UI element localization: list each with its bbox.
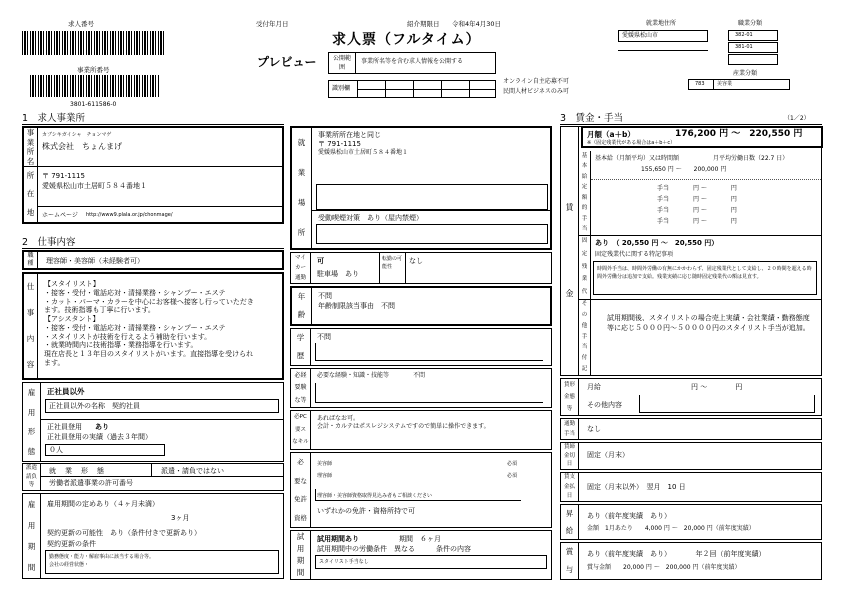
shigoto-text [44,280,278,368]
koukai-label: 公開範囲 [332,55,351,71]
shugyo-basho-value: 愛媛県松山市 [622,32,659,39]
shokugyo-code2: 381-01 [735,44,753,50]
koyou-box [22,382,284,462]
toyo-label: 正社員登用 [47,423,82,431]
kotei-note: ※（固定残業代がある場合はa＋b＋c） [587,140,676,146]
kyujin-barcode [22,31,164,55]
keiken-value: 必要な経験・知識・技能等 不問 [317,372,426,379]
shokushu-value: 理容師・美容師（未経験者可） [46,257,144,265]
chingin-label: 賃 金 [561,127,579,375]
shigoto-label: 仕 事 内 容 [24,274,38,378]
address: 愛媛県松山市土居町５８４番地１ [42,182,147,190]
menkyo2: 理容師 [317,473,333,479]
postal: 〒 791-1115 [42,172,85,180]
shigoto-line: 【スタイリスト】 [44,280,100,288]
homepage-url[interactable]: http://www9.plala.or.jp/chonmage/ [86,212,173,218]
page-number: （1／2） [784,115,810,122]
parking-label: 駐車場 あり [317,270,359,278]
nenrei-seigen: 年齢制限該当事由 不問 [318,302,395,310]
jigyosho-label: 事 業 所 名 [24,128,38,166]
section1-heading: 1 求人事業所 [22,113,86,124]
shokyu-value: あり（前年度実績 あり） [587,512,671,520]
section2-heading: 2 仕事内容 [22,237,76,248]
nenrei-box [290,286,552,326]
koushin-label: 契約更新の可能性 あり（条件付きで更新あり） [47,529,201,537]
jisso-label: 賃形 金態 等 [561,379,579,415]
minkan-label: 民間人材ビジネスのみ可 [503,88,569,95]
heikin-label: 月平均労働日数（22.7 日） [713,155,789,162]
shikibetsu-box [328,80,496,98]
kotei-label: 固 定 残 業 代 [579,235,591,299]
pc-value2: 会計・カルテはポスレジシステムですので簡単に操作できます。 [317,423,490,430]
sonota-naiyo: その他内容 [587,401,622,409]
toyo-jisseki: 正社員登用の実績（過去３年間） [47,433,152,441]
koyou-name: 正社員以外の名称 契約社員 [49,402,140,410]
getsugaku-value: 176,200 円 〜 220,550 円 [675,129,803,139]
chingin-box [560,126,822,376]
shugyo-basho-label: 就業地住所 [646,20,677,27]
shokugyo-code1-box [728,30,778,41]
shoyo-detail: 賞与金額 20,000 円 〜 200,000 円（前年度実績） [587,564,741,571]
gakureki-value: 不問 [317,333,331,341]
toyo-count: ０人 [49,446,63,454]
shokyu-label: 昇 給 [561,505,579,539]
kotei-tokki: 固定残業代に関する特記事項 [595,251,674,258]
shokugyo-code2-box [728,42,778,53]
shigoto-line: 【アシスタント】 [44,315,100,323]
shoyo-box [560,542,822,580]
shugyo-address: 愛媛県松山市土居町５８４番地１ [318,149,409,156]
shigoto-box [22,272,284,380]
shiyo-kikan: 期間 ６ヶ月 [399,535,441,543]
shigoto-line: ます。技術指導も丁寧に行います。 [44,306,155,315]
shiyo-label: 試 用 期 間 [291,531,311,579]
shokugyo-code3-box [728,54,778,65]
kikan-box [22,493,284,579]
shigoto-line: ・接客・受付・電話応対・清掃業務・シャンプー・エステ [44,288,226,297]
pc-value1: あればなお可。 [317,415,360,422]
shoyo-value: あり（前年度実績 あり） 年２回（前年度実績） [587,550,766,558]
shikibetsu-label: 識別欄 [332,85,351,92]
shigoto-line: ・カット・パーマ・カラーを中心にお客様へ接客し行っていただき [44,297,254,306]
menkyo1-req: 必須 [507,461,518,467]
shugyo-box [290,126,552,250]
koukai-box [328,52,496,74]
sangyo-name: 美容業 [717,81,733,87]
shiharai-value: 固定（月末以外） 翌月 10 日 [587,483,686,491]
pc-box [290,410,552,450]
nenrei-label: 年 齢 [292,288,312,324]
shugyo-basho-box [618,30,708,42]
shokyu-detail: 金額 1月あたり 4,000 円 〜 20,000 円（前年度実績） [587,525,755,532]
tsukin-label: 通勤 手当 [561,419,579,439]
section1-box [22,126,284,224]
shiyo-joken: 試用期間中の労働条件 異なる 条件の内容 [317,545,471,553]
menkyo-label: 必 要な 免許 資格 [291,453,311,527]
toyo-value: あり [95,423,109,431]
jigyosho-bango-label: 事業所番号 [77,66,110,74]
shozaichi-label: 所 在 地 [24,166,38,222]
shiyo-detail: スタイリスト手当なし [319,559,369,565]
shigoto-line: ます。 [44,358,65,367]
keiken-label: 必経 要験 な等 [291,369,311,407]
uketsuke-label: 受付年月日 [256,20,289,28]
jigyosho-bango-value: 3801-611586-0 [70,101,117,108]
homepage-label: ホームページ [42,212,78,219]
shigoto-line: 現在店長と１３年目のスタイリストがいます。直接指導を受けられ [44,350,254,358]
menkyo2-req: 必須 [507,473,518,479]
pc-label: 必PC 要ス なキル [291,411,311,449]
gakureki-box [290,328,552,366]
menkyo-either: いずれかの免許・資格所持で可 [317,507,415,515]
jisso-range: 円 〜 円 [691,383,743,391]
koyou-label: 雇 用 形 態 [23,383,41,461]
shiharai-label: 賃支 金払 日 [561,473,579,501]
page-title: 求人票（フルタイム） [332,32,481,48]
menkyo1: 美容師 [317,461,333,467]
company-name: 株式会社 ちょんまげ [42,142,122,151]
shokai-kigen-value: 令和4年4月30日 [452,20,502,28]
tsukin-box [560,418,822,440]
haken-label: 派遣 請負 等 [23,464,41,490]
teate-row: 手当 円 〜 円 [657,207,737,214]
shugyo-label: 就 業 場 所 [292,128,312,248]
koukai-value: 事業所名等を含む求人情報を公開する [361,58,464,65]
shokugyo-code1: 382-01 [735,32,753,38]
kikan-sadame: 雇用期間の定めあり（４ヶ月未満） [47,500,159,508]
preview-label: プレビュー [257,55,317,69]
kikan-value: 3ヶ月 [171,514,190,522]
keiken-box [290,368,552,408]
mycar-label: マイ カー 通勤 [291,253,311,283]
shimebi-box [560,442,822,470]
gakureki-label: 学 歴 [291,329,311,365]
sonota-label: そ の 他 手 当 付 記 [579,299,591,375]
shimebi-label: 賃締 金切 日 [561,443,579,469]
shugyo-keitai-label: 就 業 形 態 [49,467,105,475]
koushin-detail-box [45,550,279,574]
getsugaku-box [581,126,823,148]
jisso-box [560,378,822,416]
teate-row: 手当 円 〜 円 [657,218,737,225]
koushin-detail2: 会社の経営状態・ [49,562,90,568]
nenrei-value: 不問 [318,292,332,300]
koyou-value: 正社員以外 [47,387,85,396]
shiharai-box [560,472,822,502]
menkyo-box [290,452,552,528]
judoku-box [316,224,548,244]
jisso-value: 月給 [587,383,601,391]
tenkin-label: 転勤の可能性 [382,256,403,270]
sonota-detail: 試用期間後、スタイリストの場合売上実績・会社業績・勤務態度等に応じ５０００円〜５００００円のスタイリスト手当が追加。 [607,314,810,332]
mycar-value: 可 [317,257,324,265]
sangyo-box [688,79,790,90]
kikan-label: 雇 用 期 間 [23,494,41,578]
shoyo-label: 賞 与 [561,543,579,579]
kyujin-bango-label: 求人番号 [68,20,94,28]
kotei-detail: 時間外手当は、時間外労働の有無にかかわらず、固定残業代として支給し、２０時間を超える時間外労働分は追加で支給。残業実績に応じ随時固定残業代の額は見直す。 [597,266,812,280]
menkyo-note: 理容師・美容師資格取得見込み者もご相談ください [317,493,433,499]
shokai-kigen-label: 紹介期限日 [407,20,440,28]
section3-heading: 3 賃金・手当 [560,113,624,124]
shiyo-box [290,530,552,580]
haken-box [22,463,284,491]
company-kana: カブシキガイシャ チョンマゲ [42,132,112,138]
sangyo-bunrui-label: 産業分類 [733,70,758,77]
haken-value: 派遣・請負ではない [161,467,224,475]
kotei-value: あり （ 20,550 円 〜 20,550 円） [595,239,719,247]
shokushu-label: 職 種 [24,252,38,268]
kihonkyu-value: 155,650 円 〜 200,000 円 [641,166,727,173]
shigoto-line: ・就業時間内に技術指導・業務指導を行います。 [44,341,198,350]
tenkin-value: なし [409,257,423,265]
toyo-count-box [45,444,165,456]
shugyo-postal: 〒 791-1115 [318,140,361,148]
jigyosho-barcode [30,75,160,97]
koyou-name-box [45,399,279,413]
teate-row: 手当 円 〜 円 [657,196,737,203]
shiyo-detail-box [315,555,547,569]
shimebi-value: 固定（月末） [587,451,629,459]
sangyo-code: 783 [695,81,705,87]
shokushu-box [22,250,284,270]
shigoto-line: ・スタイリストが技術を行えるよう補助を行います。 [44,332,212,341]
tsukin-value: なし [587,425,601,433]
mycar-box [290,252,552,284]
shokyu-box [560,504,822,540]
shugyo-memo-box [316,184,548,210]
koushin-detail1: 勤務態度・能力・解雇事由に該当する場合等。 [49,554,155,560]
haken-kyoka: 労働者派遣事業の許可番号 [49,479,133,487]
online-label: オンライン自主応募不可 [503,78,569,85]
getsugaku-label: 月額（a＋b） [587,130,635,139]
kihonkyu-label: 基本給（月額平均）又は時間額 [595,155,680,162]
judoku-label: 受動喫煙対策 あり（屋内禁煙） [318,214,423,222]
shiyo-value: 試用期間あり [317,535,359,543]
kotei-detail-box [593,261,817,295]
shigoto-line: ・接客・受付・電話応対・清掃業務・シャンプー・エステ [44,323,226,332]
teate-row: 手当 円 〜 円 [657,185,737,192]
shokugyo-bunrui-label: 職業分類 [738,20,763,27]
shugyo-line1: 事業所所在地と同じ [318,131,381,139]
teiki-label: 基 本 給 定 額 的 手 当 [579,151,591,235]
koushin-joken: 契約更新の条件 [47,540,96,548]
